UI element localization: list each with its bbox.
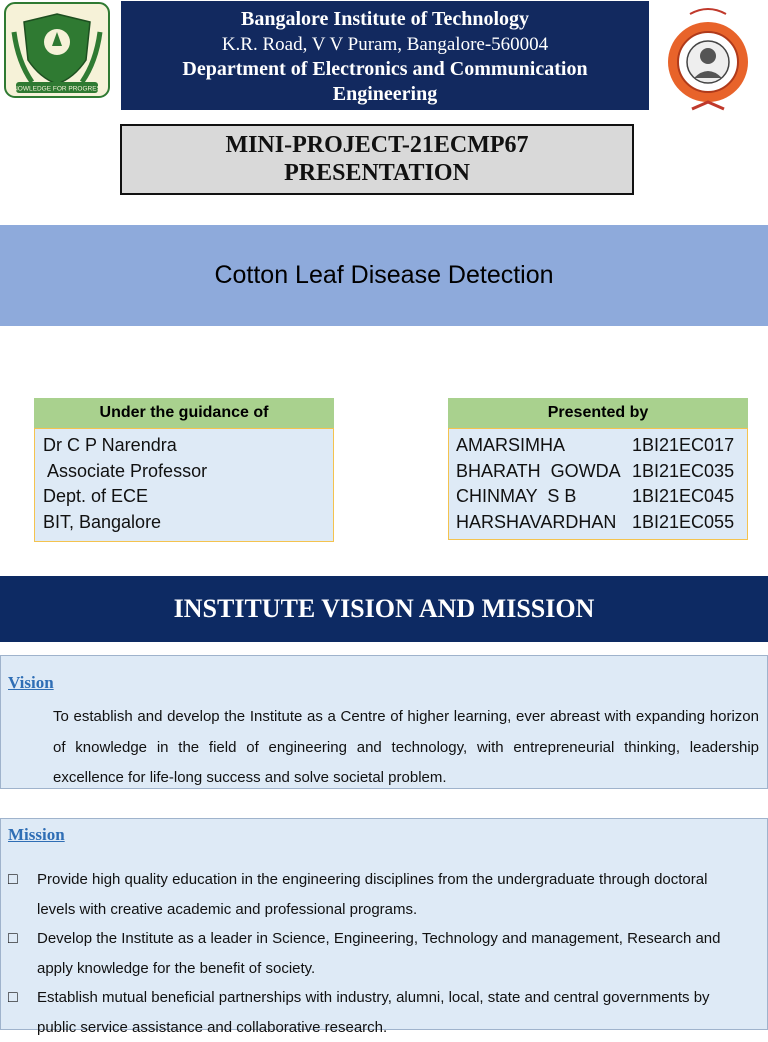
member-usn: 1BI21EC017 [632,435,735,455]
guidance-body [34,428,334,542]
guidance-card [34,398,334,542]
institute-header [121,1,649,110]
member-usn: 1BI21EC045 [632,486,735,506]
project-title-band [0,225,768,326]
project-title: Cotton Leaf Disease Detection [214,261,554,289]
department-line-1: Department of Electronics and Communication [182,58,588,80]
vision-mission-title: INSTITUTE VISION AND MISSION [0,576,768,642]
checkbox-bullet-icon: □ [8,989,18,1006]
guide-name: Dr C P Narendra [43,435,177,455]
mission-heading: Mission [8,825,65,844]
member-name: BHARATH GOWDA [456,460,621,481]
university-logo-right [662,4,754,118]
guidance-heading: Under the guidance of [34,398,334,428]
member-row [456,510,747,536]
member-usn: 1BI21EC035 [632,460,735,481]
member-row [456,459,747,485]
mission-item [8,924,748,983]
mission-list [8,865,748,1042]
vision-section [0,655,768,789]
member-usn: 1BI21EC055 [632,511,735,532]
logo-motto: KNOWLEDGE FOR PROGRESS [8,85,106,93]
mission-item [8,865,748,924]
checkbox-bullet-icon: □ [8,930,18,947]
guide-designation: Associate Professor [43,460,208,481]
presented-by-card [448,398,748,540]
member-row [456,433,747,459]
institute-name: Bangalore Institute of Technology [241,8,529,30]
mission-item-text: Provide high quality education in the engineering disciplines from the undergraduate through doctoral levels with creative academic and professional programs. [37,871,708,918]
mission-item-text: Develop the Institute as a leader in Science, Engineering, Technology and management, Research and apply knowledge for the benefit of society. [37,930,721,977]
member-row [456,484,747,510]
mini-project-line-1: MINI-PROJECT-21ECMP67 [225,132,529,158]
department-line-2: Engineering [332,83,438,105]
mission-item-text: Establish mutual beneficial partnerships with industry, alumni, local, state and central governments by public service assistance and collaborative research. [37,989,710,1036]
member-name: CHINMAY S B [456,486,577,506]
presented-by-heading: Presented by [448,398,748,428]
presented-by-body [448,428,748,540]
guide-institute: BIT, Bangalore [43,511,162,532]
vision-heading: Vision [8,673,54,692]
checkbox-bullet-icon: □ [8,871,18,888]
mission-section [0,818,768,1036]
mission-item [8,983,748,1042]
vision-text: To establish and develop the Institute as a Centre of higher learning, ever abreast with expanding horizon of knowledge in the field of engineering and technology, with entrepreneurial thinking, leadership excellence for life-long success and solve societal problem. [53,708,759,786]
guide-department: Dept. of ECE [43,486,149,506]
member-name: AMARSIMHA [456,435,566,455]
mini-project-box [120,124,634,195]
member-name: HARSHAVARDHAN [456,511,617,532]
institute-address: K.R. Road, V V Puram, Bangalore-560004 [221,34,549,55]
institute-logo-left [4,2,110,98]
mini-project-line-2: PRESENTATION [284,160,470,186]
